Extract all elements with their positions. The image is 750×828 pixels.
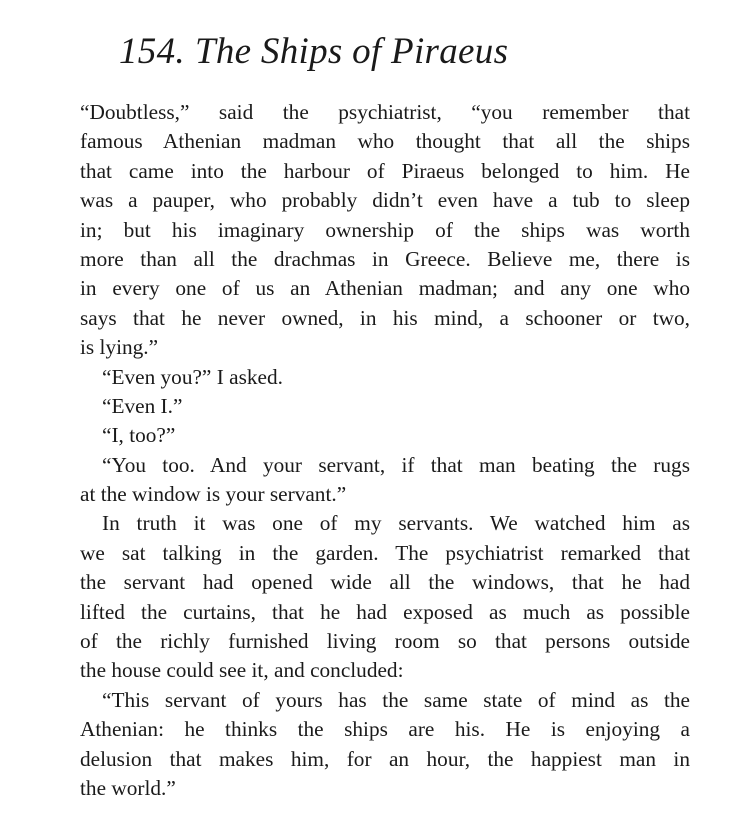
text-line: the world.” <box>80 775 176 800</box>
chapter-number: 154. <box>119 31 185 72</box>
text-line: famous Athenian madman who thought that all the ships <box>80 129 690 154</box>
text-line: in; but his imaginary ownership of the ships was worth <box>80 217 690 242</box>
text-line: Athenian: he thinks the ships are his. He is enjoying a <box>80 717 690 742</box>
text-line: at the window is your servant.” <box>80 482 347 507</box>
text-line: “I, too?” <box>102 423 176 448</box>
text-line: “Even you?” I asked. <box>102 364 283 389</box>
chapter-title: The Ships of Piraeus <box>194 31 509 72</box>
text-line: “Even I.” <box>102 393 183 418</box>
body-text <box>80 98 690 803</box>
text-line: “You too. And your servant, if that man beating the rugs <box>102 452 690 477</box>
text-line: more than all the drachmas in Greece. Believe me, there is <box>80 246 690 271</box>
text-line: In truth it was one of my servants. We watched him as <box>102 511 690 536</box>
text-line: delusion that makes him, for an hour, the happiest man in <box>80 746 690 771</box>
text-line: was a pauper, who probably didn’t even have a tub to sleep <box>80 188 690 213</box>
text-line: “This servant of yours has the same state of mind as the <box>102 687 690 712</box>
text-line: that came into the harbour of Piraeus belonged to him. He <box>80 158 690 183</box>
text-line: we sat talking in the garden. The psychiatrist remarked that <box>80 540 690 565</box>
text-line: in every one of us an Athenian madman; and any one who <box>80 276 690 301</box>
chapter-heading <box>119 30 508 73</box>
text-line: lifted the curtains, that he had exposed as much as possible <box>80 599 690 624</box>
text-line: the servant had opened wide all the windows, that he had <box>80 570 690 595</box>
text-line: “Doubtless,” said the psychiatrist, “you remember that <box>80 100 690 124</box>
text-line: says that he never owned, in his mind, a schooner or two, <box>80 305 690 330</box>
text-line: is lying.” <box>80 335 159 360</box>
text-line: of the richly furnished living room so that persons outside <box>80 629 690 654</box>
text-line: the house could see it, and concluded: <box>80 658 404 683</box>
